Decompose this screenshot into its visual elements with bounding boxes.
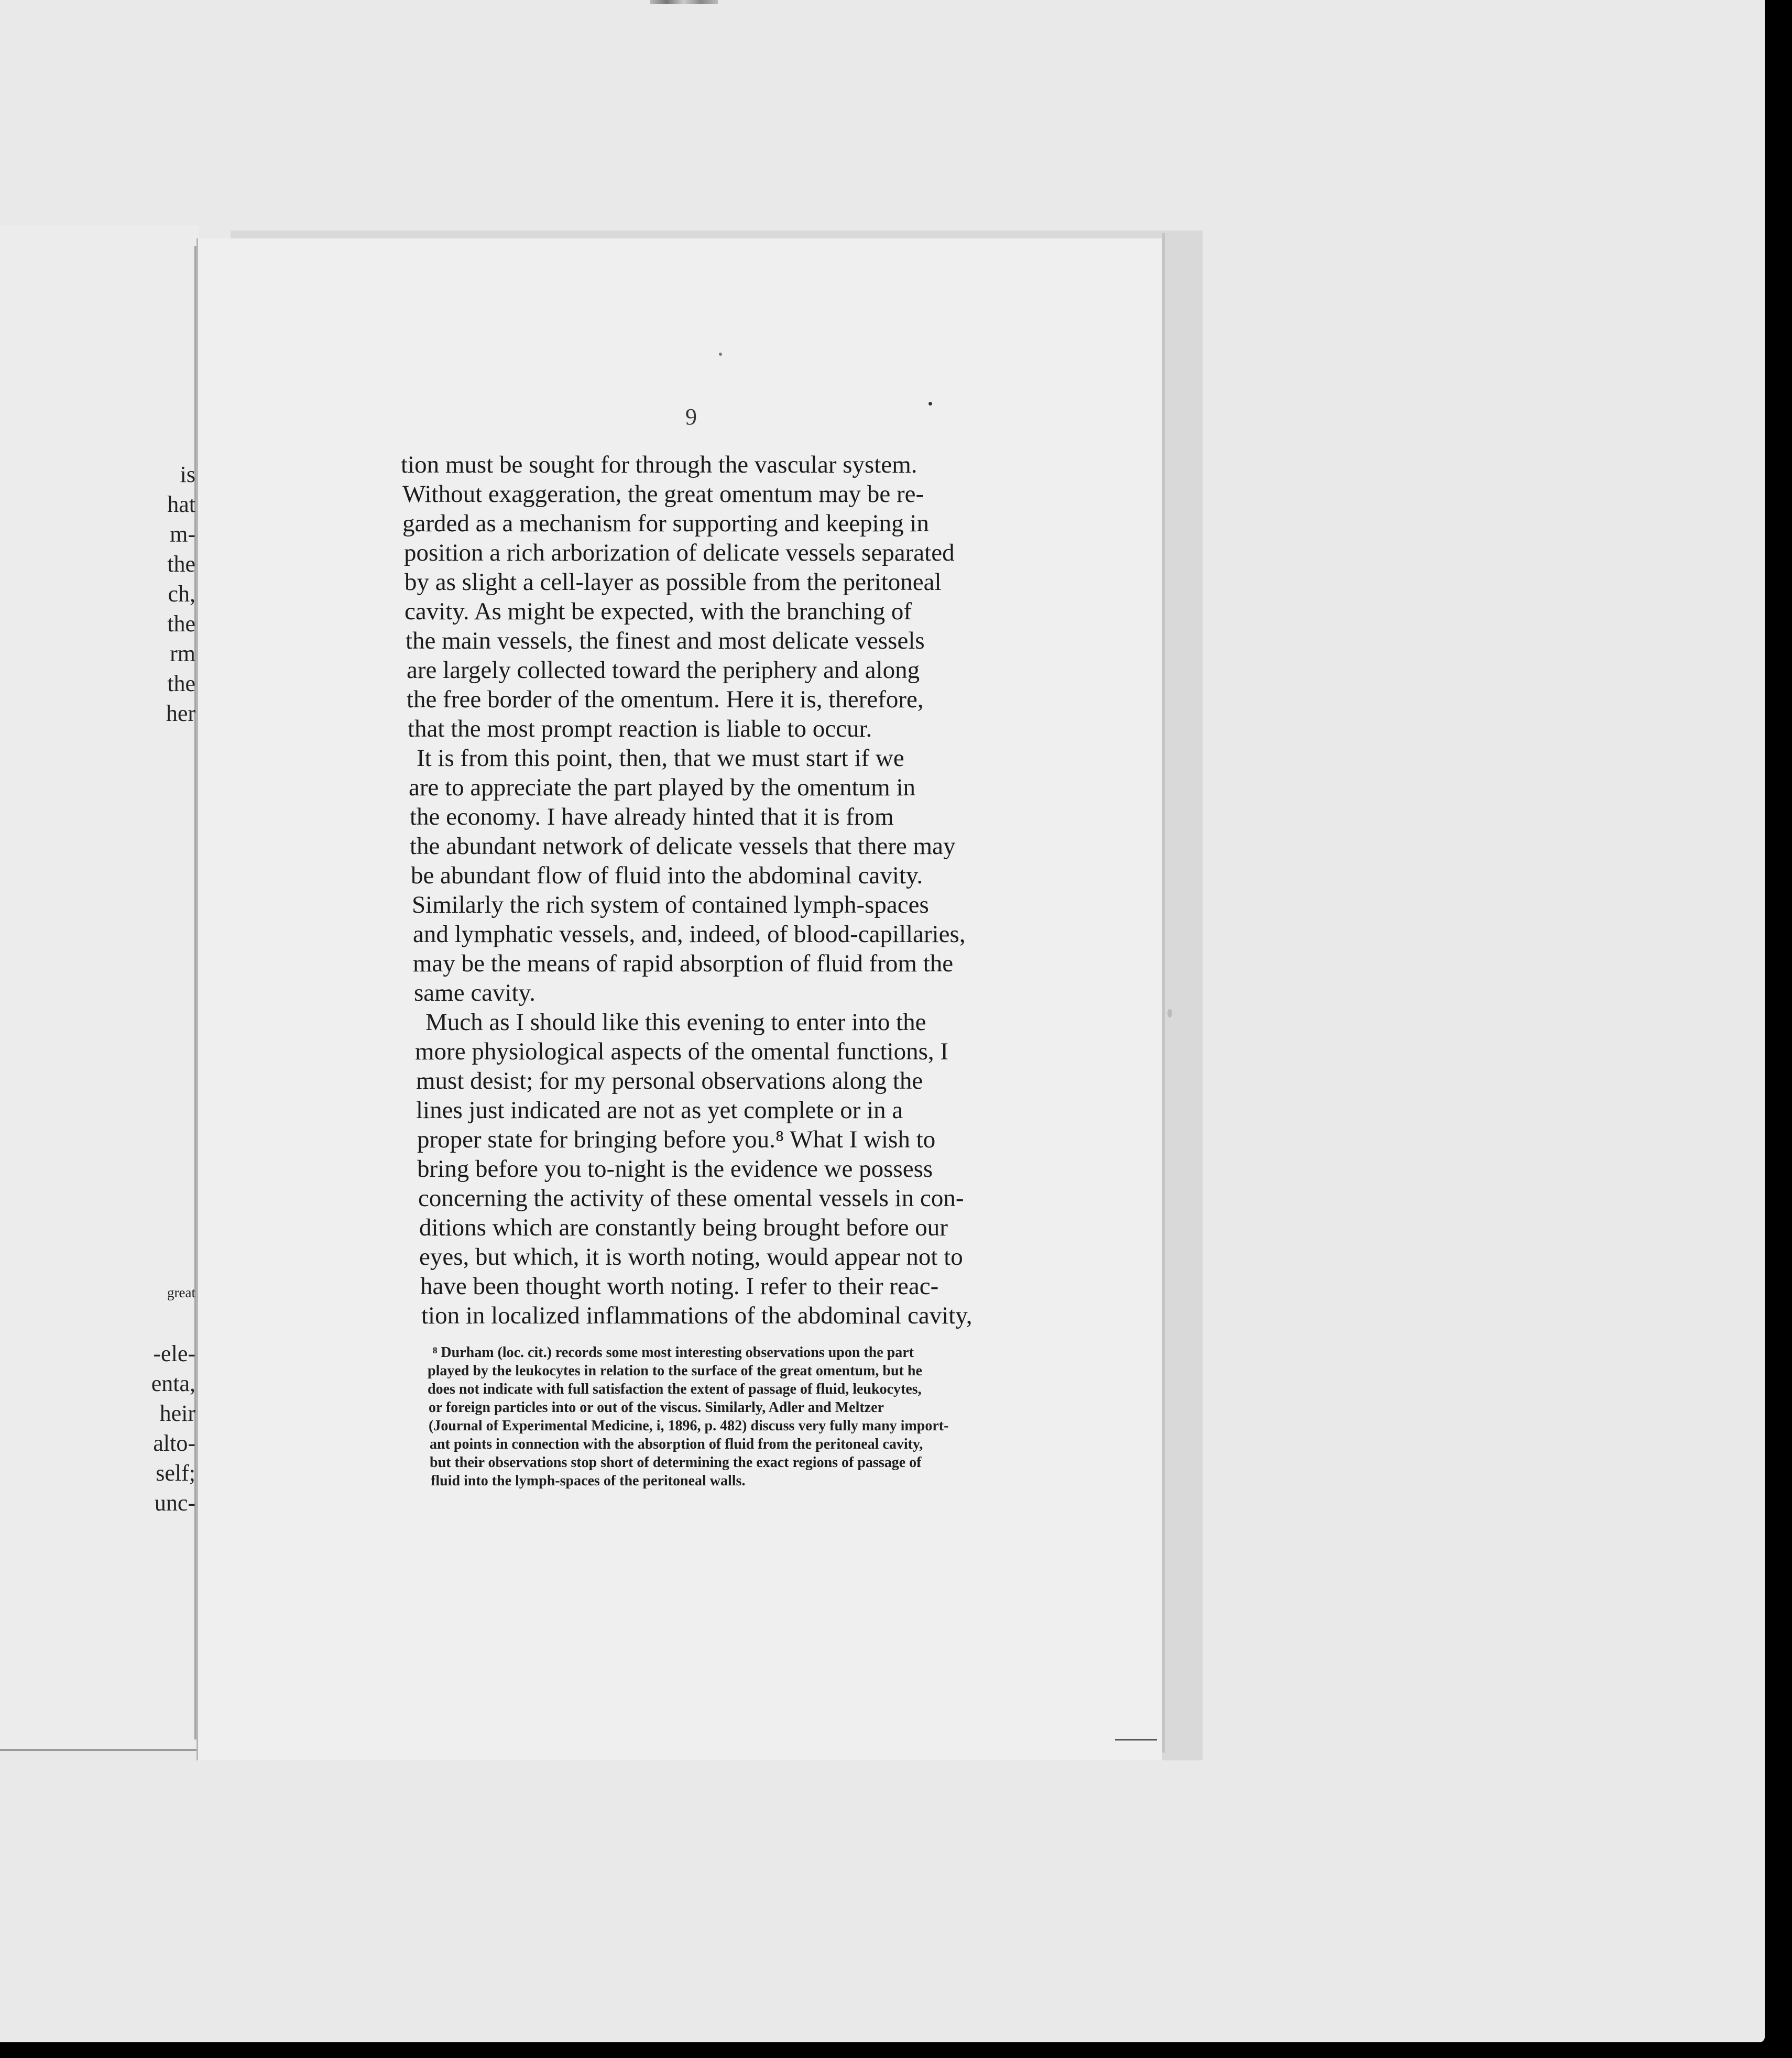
scan-speck bbox=[719, 353, 722, 356]
previous-page-fragment: alto- bbox=[153, 1430, 195, 1456]
body-text-line: have been thought worth noting. I refer to their reac- bbox=[420, 1273, 939, 1300]
previous-page-fragment: hat bbox=[167, 491, 195, 517]
previous-page-fragment: -ele- bbox=[153, 1341, 195, 1366]
body-text-line: must desist; for my personal observations along the bbox=[416, 1067, 923, 1094]
previous-page-fragment: rm bbox=[170, 641, 195, 666]
body-text-line: Much as I should like this evening to enter into the bbox=[425, 1009, 926, 1036]
body-text-line: the economy. I have already hinted that it is from bbox=[410, 803, 894, 830]
previous-page bbox=[0, 225, 199, 1750]
scan-mark bbox=[1115, 1739, 1157, 1740]
body-text-line: be abundant flow of fluid into the abdominal cavity. bbox=[411, 862, 923, 889]
body-text-line: are to appreciate the part played by the omentum in bbox=[409, 774, 916, 801]
footnote-line: played by the leukocytes in relation to the surface of the great omentum, but he bbox=[428, 1363, 922, 1379]
previous-page-footnote-fragment: great bbox=[167, 1285, 195, 1300]
page-edge bbox=[1162, 233, 1165, 1753]
footnote-line: (Journal of Experimental Medicine, i, 1896, p. 482) discuss very fully many import- bbox=[429, 1418, 949, 1434]
body-text-line: concerning the activity of these omental vessels in con- bbox=[418, 1185, 964, 1212]
body-text-line: by as slight a cell-layer as possible from the peritoneal bbox=[405, 568, 942, 596]
previous-page-fragment: the bbox=[167, 551, 195, 577]
body-text-line: bring before you to-night is the evidence we possess bbox=[417, 1155, 933, 1183]
body-text-line: tion must be sought for through the vascular system. bbox=[401, 451, 917, 478]
body-text-line: the free border of the omentum. Here it is, therefore, bbox=[407, 686, 924, 713]
body-text-line: cavity. As might be expected, with the branching of bbox=[405, 598, 912, 625]
previous-page-fragment: the bbox=[167, 611, 195, 637]
footnote-line: but their observations stop short of determining the exact regions of passage of bbox=[430, 1454, 922, 1471]
body-text-line: the abundant network of delicate vessels that there may bbox=[410, 833, 956, 860]
body-text-line: eyes, but which, it is worth noting, would appear not to bbox=[419, 1243, 963, 1271]
previous-page-fragment: heir bbox=[159, 1400, 195, 1426]
footnote-line: fluid into the lymph-spaces of the peritoneal walls. bbox=[431, 1473, 746, 1489]
scan-border-right bbox=[1765, 0, 1792, 2058]
body-text-line: more physiological aspects of the omental functions, I bbox=[415, 1038, 949, 1065]
previous-page-fragment: ch, bbox=[168, 581, 195, 607]
footnote-line: does not indicate with full satisfaction the extent of passage of fluid, leukocytes, bbox=[428, 1381, 922, 1397]
body-text-line: ditions which are constantly being brought before our bbox=[419, 1214, 948, 1241]
body-text-line: proper state for bringing before you.⁸ What I wish to bbox=[417, 1126, 936, 1153]
body-text-line: Similarly the rich system of contained lymph-spaces bbox=[412, 891, 929, 918]
body-text-line: are largely collected toward the periphery and along bbox=[407, 656, 920, 684]
scan-speck bbox=[1167, 1009, 1172, 1017]
scan-speck bbox=[928, 402, 932, 406]
page-number: 9 bbox=[685, 404, 697, 430]
body-text-line: same cavity. bbox=[414, 979, 536, 1006]
previous-page-fragment: the bbox=[167, 671, 195, 696]
body-text-line: and lymphatic vessels, and, indeed, of blood-capillaries, bbox=[413, 921, 966, 948]
previous-page-fragment: enta, bbox=[151, 1371, 195, 1396]
body-text-line: the main vessels, the finest and most delicate vessels bbox=[406, 627, 925, 654]
scan-border-bottom bbox=[0, 2042, 1792, 2058]
body-text-line: It is from this point, then, that we must start if we bbox=[417, 745, 904, 772]
previous-page-fragment: unc- bbox=[154, 1490, 195, 1516]
body-text-line: position a rich arborization of delicate vessels separated bbox=[404, 539, 955, 566]
body-text-line: that the most prompt reaction is liable to occur. bbox=[408, 715, 872, 742]
footnote-line: or foreign particles into or out of the viscus. Similarly, Adler and Meltzer bbox=[429, 1399, 884, 1416]
previous-page-edge bbox=[0, 1749, 231, 1751]
footnote-line: ⁸ Durham (loc. cit.) records some most interesting observations upon the part bbox=[433, 1344, 914, 1361]
body-text-line: garded as a mechanism for supporting and keeping in bbox=[402, 510, 929, 537]
footnote-line: ant points in connection with the absorption of fluid from the peritoneal cavity, bbox=[430, 1436, 923, 1452]
previous-page-fragment: self; bbox=[156, 1460, 195, 1486]
previous-page-fragment: is bbox=[180, 462, 195, 487]
body-text-line: tion in localized inflammations of the abdominal cavity, bbox=[421, 1302, 973, 1329]
previous-page-fragment: her bbox=[166, 700, 195, 726]
body-text-line: Without exaggeration, the great omentum may be re- bbox=[402, 480, 924, 508]
body-text-line: may be the means of rapid absorption of fluid from the bbox=[413, 950, 954, 977]
previous-page-fragment: m- bbox=[170, 521, 195, 547]
scan-smudge bbox=[650, 0, 718, 4]
body-text-line: lines just indicated are not as yet complete or in a bbox=[416, 1097, 903, 1124]
